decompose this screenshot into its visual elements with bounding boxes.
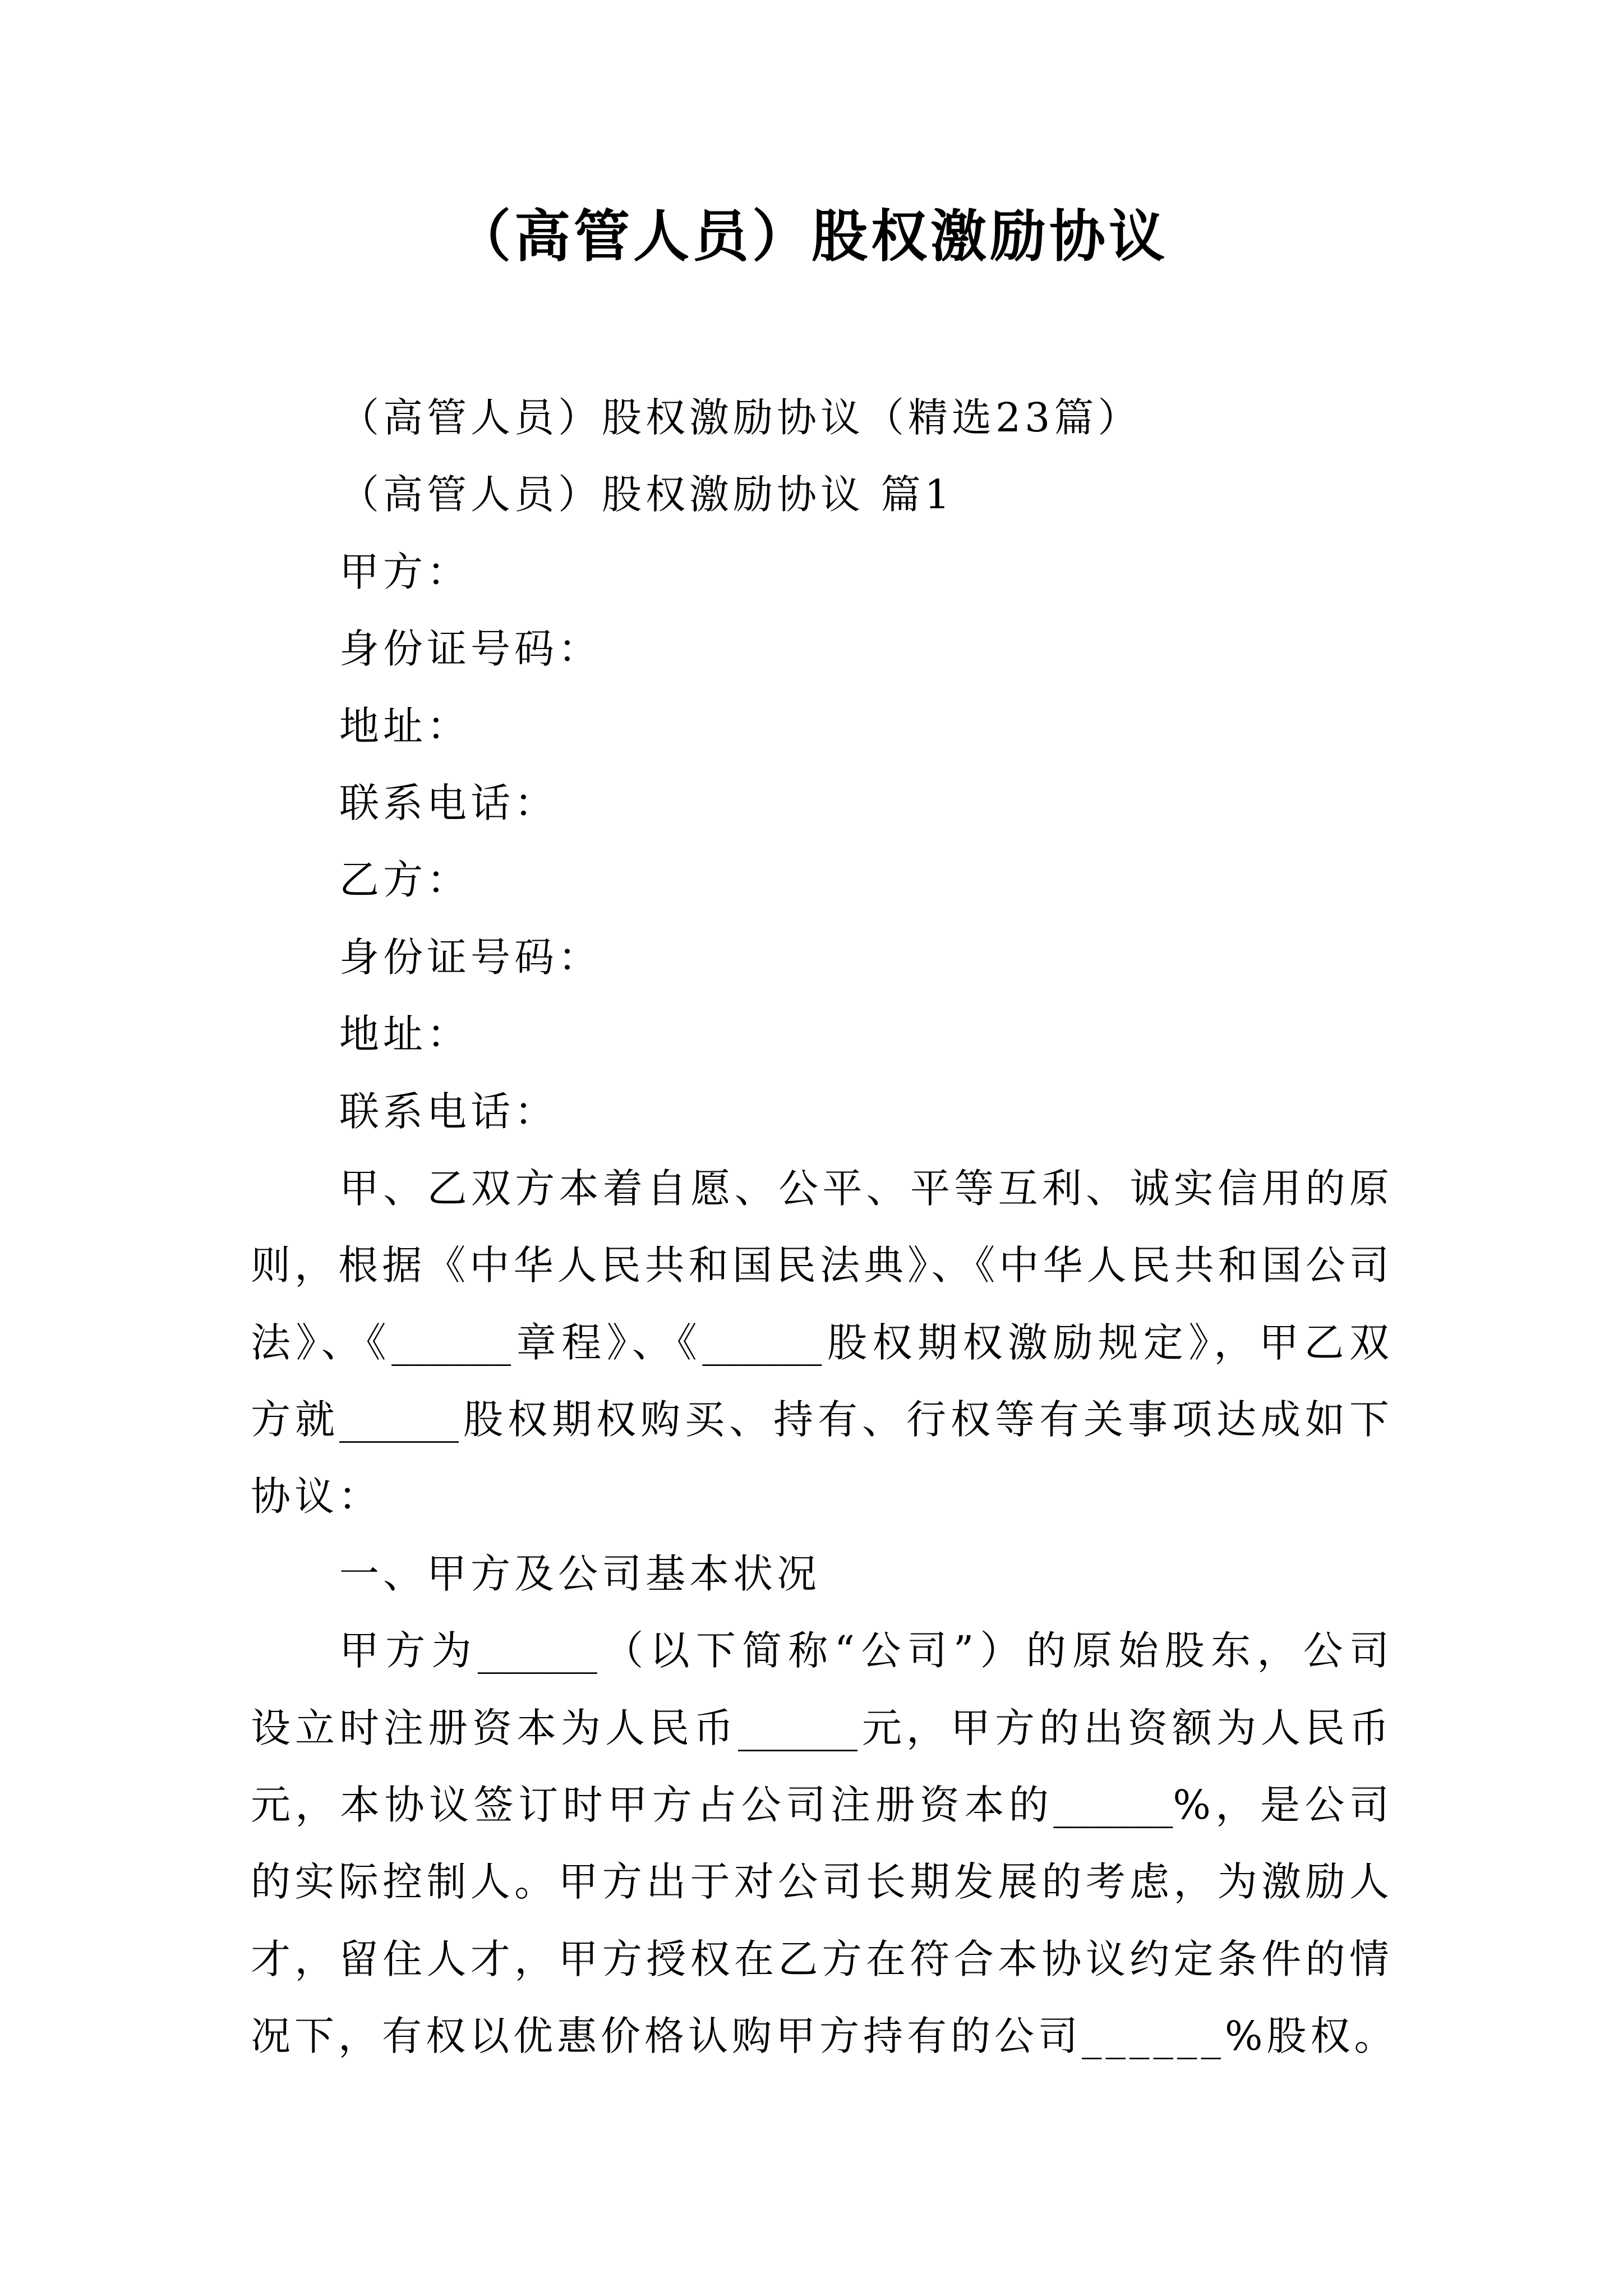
- party-b-phone-label: 联系电话：: [339, 1088, 559, 1135]
- party-a-name-label: 甲方：: [339, 548, 471, 595]
- section-line: 才，留住人才，甲方授权在乙方在符合本协议约定条件的情: [251, 1935, 1389, 1982]
- party-b-id-label: 身份证号码：: [339, 933, 602, 981]
- preamble-paragraph: [251, 1150, 1389, 1535]
- party-b-address-label: 地址：: [339, 1011, 471, 1058]
- article-heading: （高管人员）股权激励协议 篇1: [339, 471, 954, 518]
- party-a-block: [251, 533, 1389, 842]
- collection-title: （高管人员）股权激励协议（精选23篇）: [339, 394, 1142, 441]
- section-line: 的实际控制人。甲方出于对公司长期发展的考虑，为激励人: [251, 1858, 1389, 1906]
- party-b-name-label: 乙方：: [339, 857, 471, 904]
- preamble-line: 则，根据《中华人民共和国民法典》、《中华人民共和国公司: [251, 1242, 1389, 1289]
- document-title: （高管人员）股权激励协议: [455, 203, 1168, 269]
- section-line: 元，本协议签订时甲方占公司注册资本的______%，是公司: [251, 1782, 1389, 1829]
- section-line: 甲方为______（以下简称“公司”）的原始股东，公司: [339, 1627, 1389, 1674]
- party-b-block: [251, 841, 1389, 1150]
- party-a-phone-label: 联系电话：: [339, 779, 559, 826]
- preamble-line: 协议：: [251, 1473, 382, 1520]
- preamble-line: 甲、乙双方本着自愿、公平、平等互利、诚实信用的原: [339, 1165, 1389, 1212]
- section-paragraph: [251, 1612, 1398, 2074]
- section-heading: 一、甲方及公司基本状况: [339, 1550, 821, 1597]
- section-line: 设立时注册资本为人民币______元，甲方的出资额为人民币: [251, 1704, 1389, 1751]
- preamble-line: 法》、《______章程》、《______股权期权激励规定》，甲乙双: [251, 1319, 1389, 1366]
- party-a-address-label: 地址：: [339, 702, 471, 749]
- section-line: 况下，有权以优惠价格认购甲方持有的公司______%股权。: [251, 2013, 1398, 2060]
- document-body: [251, 379, 1398, 2075]
- party-a-id-label: 身份证号码：: [339, 625, 602, 673]
- preamble-line: 方就______股权期权购买、持有、行权等有关事项达成如下: [251, 1396, 1389, 1443]
